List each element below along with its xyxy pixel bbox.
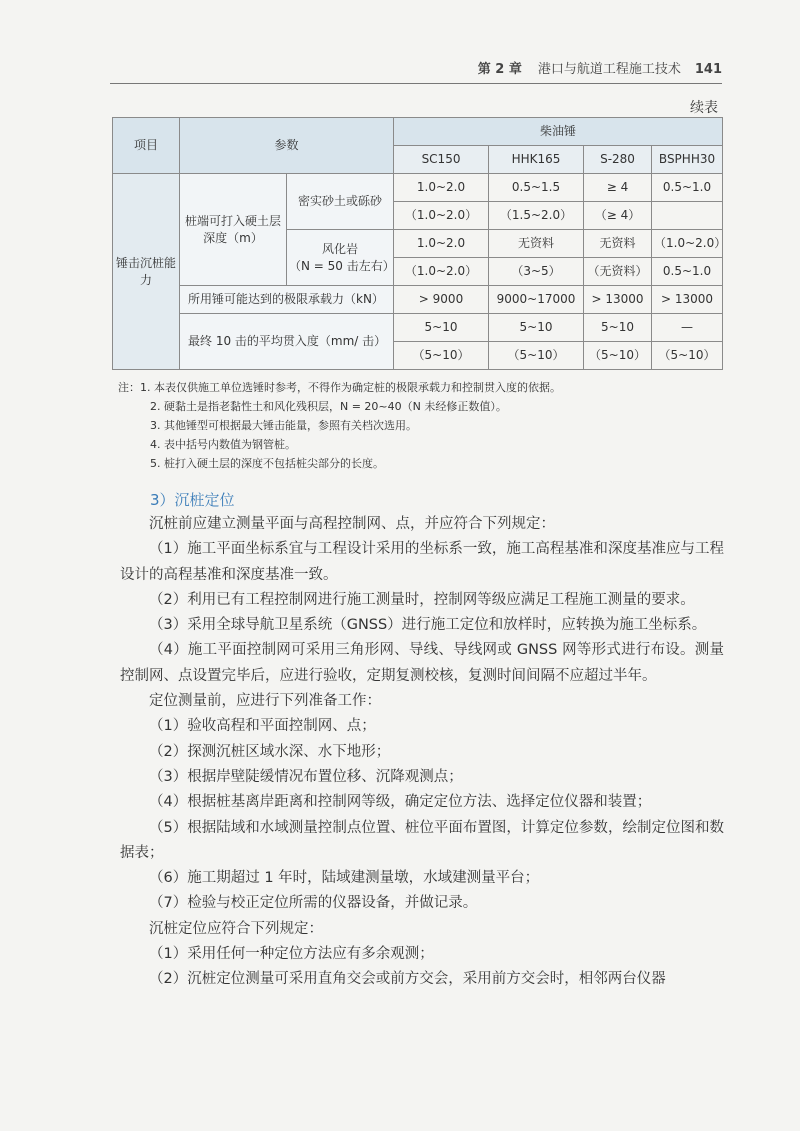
section-title: 3）沉桩定位 bbox=[150, 491, 235, 509]
table-continued-label: 续表 bbox=[690, 100, 718, 116]
table-cell: 0.5~1.0 bbox=[652, 174, 723, 202]
paragraph: （3）根据岸壁陡缓情况布置位移、沉降观测点； bbox=[149, 768, 463, 785]
paragraph: （1）验收高程和平面控制网、点； bbox=[149, 718, 376, 735]
soil-type-rock bbox=[287, 230, 394, 286]
table-cell: 无资料 bbox=[584, 230, 652, 258]
paragraph: （3）采用全球导航卫星系统（GNSS）进行施工定位和放样时，应转换为施工坐标系。 bbox=[149, 617, 707, 634]
soil-type-rock-line2: （N = 50 击左右） bbox=[289, 258, 395, 273]
paragraph: （2）沉桩定位测量可采用直角交会或前方交会，采用前方交会时，相邻两台仪器 bbox=[149, 971, 666, 988]
table-cell: （5~10） bbox=[489, 342, 584, 370]
table-cell: （5~10） bbox=[394, 342, 489, 370]
header-params: 参数 bbox=[180, 118, 394, 174]
paragraph: 沉桩前应建立测量平面与高程控制网、点，并应符合下列规定： bbox=[149, 516, 555, 532]
table-cell: （1.0~2.0） bbox=[394, 258, 489, 286]
table-cell: > 13000 bbox=[584, 286, 652, 314]
paragraph: （6）施工期超过 1 年时，陆域建测量墩，水域建测量平台； bbox=[149, 870, 540, 887]
page-number: 141 bbox=[694, 62, 722, 77]
table-cell: （3~5） bbox=[489, 258, 584, 286]
table-cell: 5~10 bbox=[584, 314, 652, 342]
paragraph: （5）根据陆域和水域测量控制点位置、桩位平面布置图，计算定位参数，绘制定位图和数据表； bbox=[120, 819, 724, 861]
paragraph: （4）根据桩基离岸距离和控制网等级，确定定位方法、选择定位仪器和装置； bbox=[149, 794, 652, 811]
header-diesel-hammer: 柴油锤 bbox=[394, 118, 723, 146]
header-rule bbox=[110, 83, 722, 84]
table-notes bbox=[118, 378, 728, 473]
category-label: 锤击沉桩能力 bbox=[113, 174, 180, 370]
note-item: 5. 桩打入硬土层的深度不包括桩尖部分的长度。 bbox=[150, 457, 384, 470]
soil-type-sand: 密实砂土或砾砂 bbox=[287, 174, 394, 230]
table-cell: （5~10） bbox=[584, 342, 652, 370]
paragraph: （2）利用已有工程控制网进行施工测量时，控制网等级应满足工程施工测量的要求。 bbox=[149, 591, 695, 608]
paragraph: 沉桩定位应符合下列规定： bbox=[149, 920, 323, 937]
table-cell: ≥ 4 bbox=[584, 174, 652, 202]
paragraph: （1）施工平面坐标系宜与工程设计采用的坐标系一致，施工高程基准和深度基准应与工程设计的高程基准和深度基准一致。 bbox=[120, 541, 724, 583]
table-cell: > 9000 bbox=[394, 286, 489, 314]
header-item: 项目 bbox=[113, 118, 180, 174]
note-item: 2. 硬黏土是指老黏性土和风化残积层，N = 20~40（N 未经修正数值）。 bbox=[150, 400, 507, 413]
paragraph: （7）检验与校正定位所需的仪器设备，并做记录。 bbox=[149, 895, 478, 912]
table-cell: 1.0~2.0 bbox=[394, 174, 489, 202]
table-cell: 5~10 bbox=[394, 314, 489, 342]
table-cell: 无资料 bbox=[489, 230, 584, 258]
note-item: 4. 表中括号内数值为钢管桩。 bbox=[150, 438, 296, 451]
page-header bbox=[110, 58, 722, 80]
table-cell: （1.0~2.0） bbox=[394, 202, 489, 230]
note-item: 3. 其他锤型可根据最大锤击能量，参照有关档次选用。 bbox=[150, 419, 417, 432]
table-cell: 9000~17000 bbox=[489, 286, 584, 314]
note-item: 注：1. 本表仅供施工单位选锤时参考，不得作为确定桩的极限承载力和控制贯入度的依据。 bbox=[118, 381, 561, 394]
model-header: S-280 bbox=[584, 146, 652, 174]
penetration-label: 最终 10 击的平均贯入度（mm/ 击） bbox=[180, 314, 394, 370]
hammer-spec-table bbox=[112, 117, 727, 370]
model-header: BSPHH30 bbox=[652, 146, 723, 174]
table-cell: （1.0~2.0） bbox=[652, 230, 723, 258]
depth-label: 桩端可打入硬土层深度（m） bbox=[180, 174, 287, 286]
table-cell: （无资料） bbox=[584, 258, 652, 286]
chapter-number: 第 2 章 bbox=[477, 62, 522, 77]
table-cell: > 13000 bbox=[652, 286, 723, 314]
paragraph: （4）施工平面控制网可采用三角形网、导线、导线网或 GNSS 网等形式进行布设。测量控制网、点设置完毕后，应进行验收，定期复测校核，复测时间间隔不应超过半年。 bbox=[120, 642, 724, 684]
table-cell: 0.5~1.5 bbox=[489, 174, 584, 202]
table-cell: 0.5~1.0 bbox=[652, 258, 723, 286]
table-cell: （1.5~2.0） bbox=[489, 202, 584, 230]
chapter-title: 港口与航道工程施工技术 bbox=[537, 62, 681, 77]
model-header: HHK165 bbox=[489, 146, 584, 174]
paragraph: （1）采用任何一种定位方法应有多余观测； bbox=[149, 946, 434, 963]
paragraph: 定位测量前，应进行下列准备工作： bbox=[149, 693, 381, 710]
paragraph: （2）探测沉桩区域水深、水下地形； bbox=[149, 743, 391, 760]
soil-type-rock-line1: 风化岩 bbox=[322, 241, 359, 256]
body-text bbox=[120, 512, 724, 993]
table-cell: （≥ 4） bbox=[584, 202, 652, 230]
table-cell: — bbox=[652, 314, 723, 342]
table-cell: 1.0~2.0 bbox=[394, 230, 489, 258]
model-header: SC150 bbox=[394, 146, 489, 174]
table-cell: 5~10 bbox=[489, 314, 584, 342]
table-cell: （5~10） bbox=[652, 342, 723, 370]
table-cell bbox=[652, 202, 723, 230]
capacity-label: 所用锤可能达到的极限承载力（kN） bbox=[180, 286, 394, 314]
